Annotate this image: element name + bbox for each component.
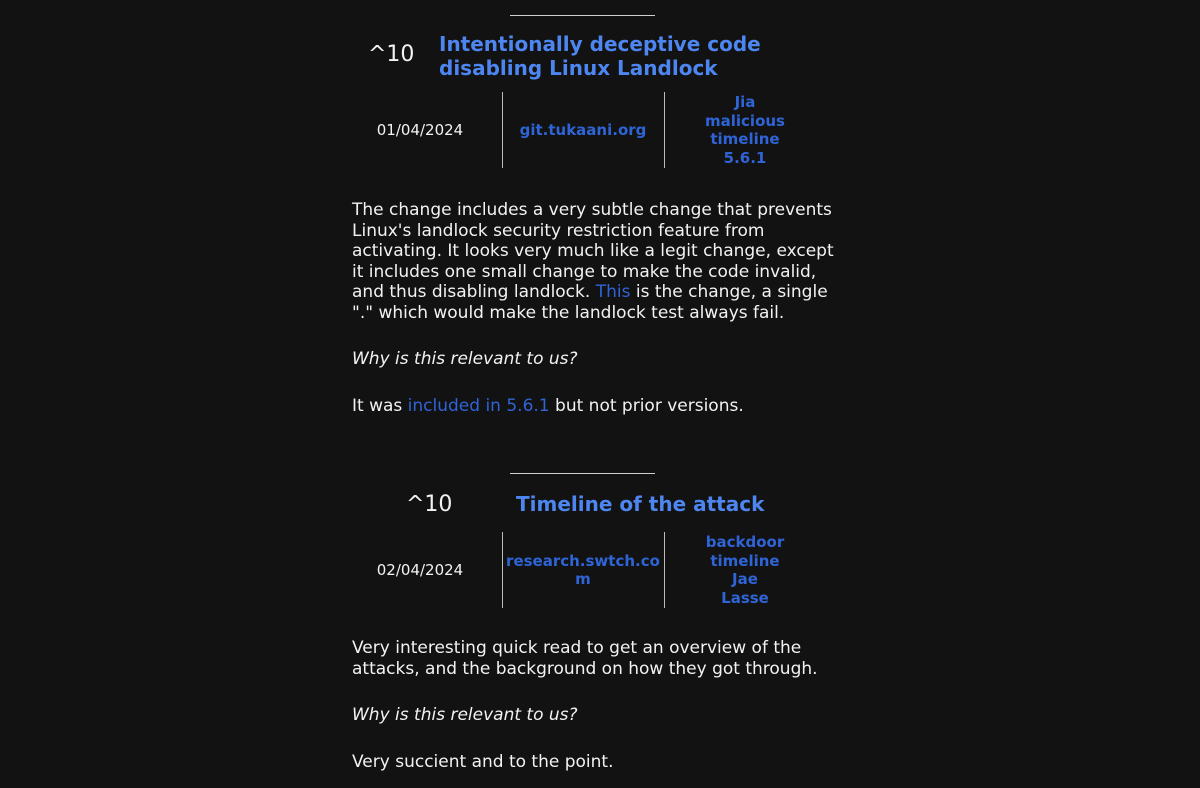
article-body bbox=[352, 638, 842, 772]
summary-text: The change includes a very subtle change that prevents Linux's landlock security restriction feature from activating. It looks very much like a legit change, except it includes one small change to make the code invalid, and thus disabling landlock. bbox=[352, 200, 834, 302]
separator bbox=[510, 473, 655, 474]
answer-text: It was bbox=[352, 395, 408, 416]
tag-list bbox=[665, 532, 825, 608]
article-meta bbox=[340, 92, 830, 168]
source-link[interactable]: research.swtch.com bbox=[506, 552, 660, 588]
article-summary: Very interesting quick read to get an overview of the attacks, and the background on how they got through. bbox=[352, 638, 818, 679]
summary-text: is the change, a single "." which would make the landlock test always fail. bbox=[352, 282, 828, 323]
article-body bbox=[352, 200, 842, 416]
tag-link[interactable]: Jia bbox=[734, 93, 756, 111]
version-link[interactable]: included in 5.6.1 bbox=[407, 395, 550, 416]
relevance-answer: Very succient and to the point. bbox=[352, 751, 614, 772]
tag-list bbox=[665, 92, 825, 168]
source-link[interactable]: git.tukaani.org bbox=[519, 121, 647, 139]
tag-link[interactable]: backdoor bbox=[705, 533, 785, 551]
tag-link[interactable]: timeline bbox=[710, 551, 780, 570]
tag-link[interactable]: malicious bbox=[705, 111, 785, 130]
change-link[interactable]: This bbox=[595, 282, 631, 302]
relevance-question: Why is this relevant to us? bbox=[352, 705, 578, 725]
article-date: 01/04/2024 bbox=[376, 121, 464, 139]
relevance-answer bbox=[352, 396, 842, 417]
tag-link[interactable]: Lasse bbox=[721, 588, 769, 607]
article-title-link[interactable]: Intentionally deceptive code disabling Linux Landlock bbox=[439, 32, 761, 80]
separator bbox=[510, 15, 655, 16]
article-meta bbox=[340, 532, 830, 608]
vote-count[interactable]: ^10 bbox=[368, 42, 415, 67]
relevance-question: Why is this relevant to us? bbox=[352, 349, 578, 369]
vote-count[interactable]: ^10 bbox=[406, 492, 453, 517]
answer-text: but not prior versions. bbox=[549, 395, 744, 416]
tag-link[interactable]: timeline bbox=[710, 130, 780, 148]
tag-link[interactable]: 5.6.1 bbox=[723, 148, 767, 167]
article-title-link[interactable]: Timeline of the attack bbox=[516, 492, 765, 516]
article-summary bbox=[352, 200, 842, 323]
article-date: 02/04/2024 bbox=[376, 561, 464, 579]
tag-link[interactable]: Jae bbox=[732, 570, 758, 588]
